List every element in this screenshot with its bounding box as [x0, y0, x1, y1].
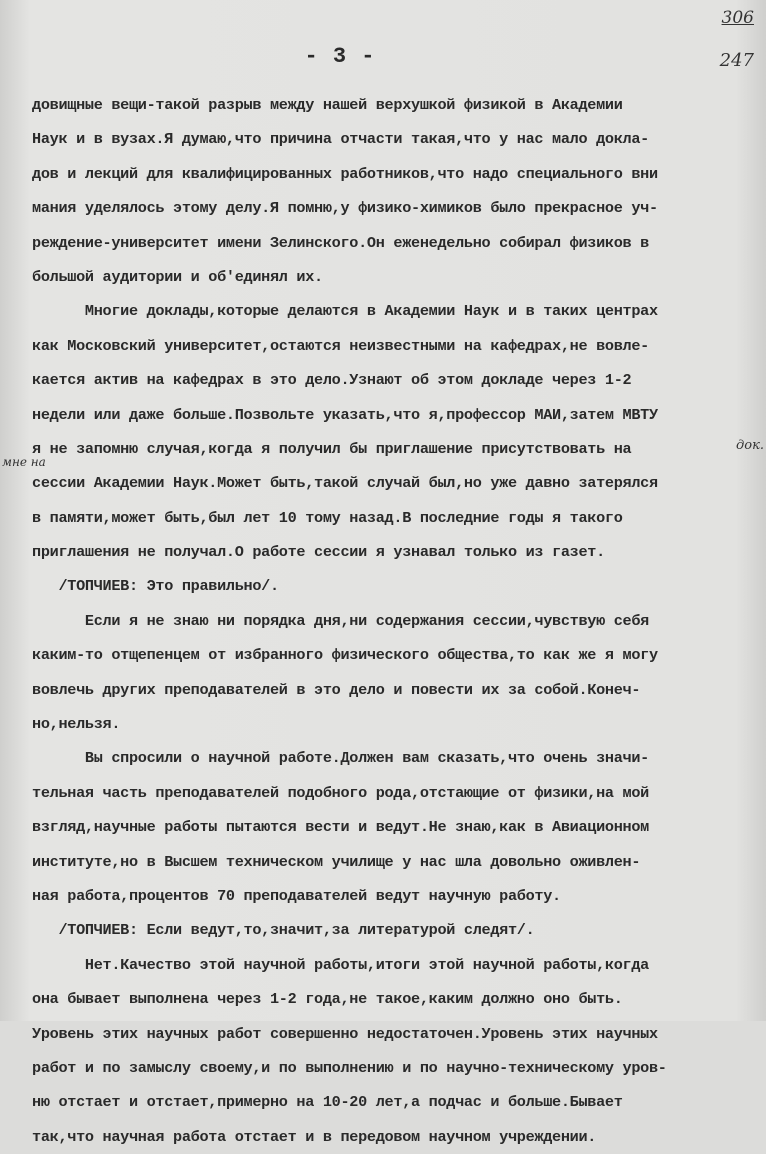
handwritten-inline-note: док. [736, 438, 764, 453]
text-line: мания уделялось этому делу.Я помню,у физико-химиков было прекрасное уч- [32, 199, 658, 218]
text-line: каким-то отщепенцем от избранного физического общества,то как же я могу [32, 646, 658, 665]
text-line: Если я не знаю ни порядка дня,ни содержания сессии,чувствую себя [32, 611, 649, 630]
text-line: дов и лекций для квалифицированных работников,что надо специального вни [32, 164, 658, 183]
text-line: но,нельзя. [32, 715, 121, 734]
text-line: тельная часть преподавателей подобного рода,отстающие от физики,на мой [32, 783, 649, 802]
page-number: - 3 - [304, 44, 376, 69]
text-line: большой аудитории и об'единял их. [32, 267, 323, 286]
text-line: как Московский университет,остаются неизвестными на кафедрах,не вовле- [32, 336, 649, 355]
text-line: Вы спросили о научной работе.Должен вам сказать,что очень значи- [32, 749, 649, 768]
text-line: вовлечь других преподавателей в это дело и повести их за собой.Конеч- [32, 680, 641, 699]
text-line: работ и по замыслу своему,и по выполнению и по научно-техническому уров- [32, 1058, 667, 1077]
text-line: /ТОПЧИЕВ: Это правильно/. [32, 577, 279, 596]
body-text [32, 88, 746, 1154]
text-line: /ТОПЧИЕВ: Если ведут,то,значит,за литературой следят/. [32, 921, 535, 940]
text-line: Уровень этих научных работ совершенно недостаточен.Уровень этих научных [32, 1024, 658, 1043]
text-line: довищные вещи-такой разрыв между нашей верхушкой физикой в Академии [32, 96, 623, 114]
text-line: кается актив на кафедрах в это дело.Узнают об этом докладе через 1-2 [32, 371, 632, 390]
text-line: реждение-университет имени Зелинского.Он еженедельно собирал физиков в [32, 233, 649, 252]
text-line: Наук и в вузах.Я думаю,что причина отчасти такая,что у нас мало докла- [32, 130, 649, 149]
text-line: Нет.Качество этой научной работы,итоги этой научной работы,когда [32, 955, 649, 974]
archive-mark-bottom: 247 [719, 50, 754, 71]
text-line: сессии Академии Наук.Может быть,такой случай был,но уже давно затерялся [32, 474, 658, 493]
text-line: взгляд,научные работы пытаются вести и ведут.Не знаю,как в Авиационном [32, 818, 649, 837]
text-line: Многие доклады,которые делаются в Академии Наук и в таких центрах [32, 302, 658, 321]
text-line: институте,но в Высшем техническом училище у нас шла довольно оживлен- [32, 852, 641, 871]
handwritten-margin-note: мне на [2, 455, 46, 469]
text-line: ная работа,процентов 70 преподавателей ведут научную работу. [32, 886, 561, 905]
text-line: ню отстает и отстает,примерно на 10-20 лет,а подчас и больше.Бывает [32, 1093, 623, 1112]
text-line: приглашения не получал.О работе сессии я узнавал только из газет. [32, 543, 605, 562]
text-line: она бывает выполнена через 1-2 года,не такое,каким должно оно быть. [32, 990, 623, 1009]
text-line: я не запомню случая,когда я получил бы приглашение присутствовать на [32, 439, 632, 458]
text-line: так,что научная работа отстает и в передовом научном учреждении. [32, 1127, 597, 1146]
text-line: в памяти,может быть,был лет 10 тому назад.В последние годы я такого [32, 508, 623, 527]
archive-mark-top: 306 [721, 8, 754, 28]
text-line: недели или даже больше.Позвольте указать,что я,профессор МАИ,затем МВТУ [32, 405, 658, 424]
